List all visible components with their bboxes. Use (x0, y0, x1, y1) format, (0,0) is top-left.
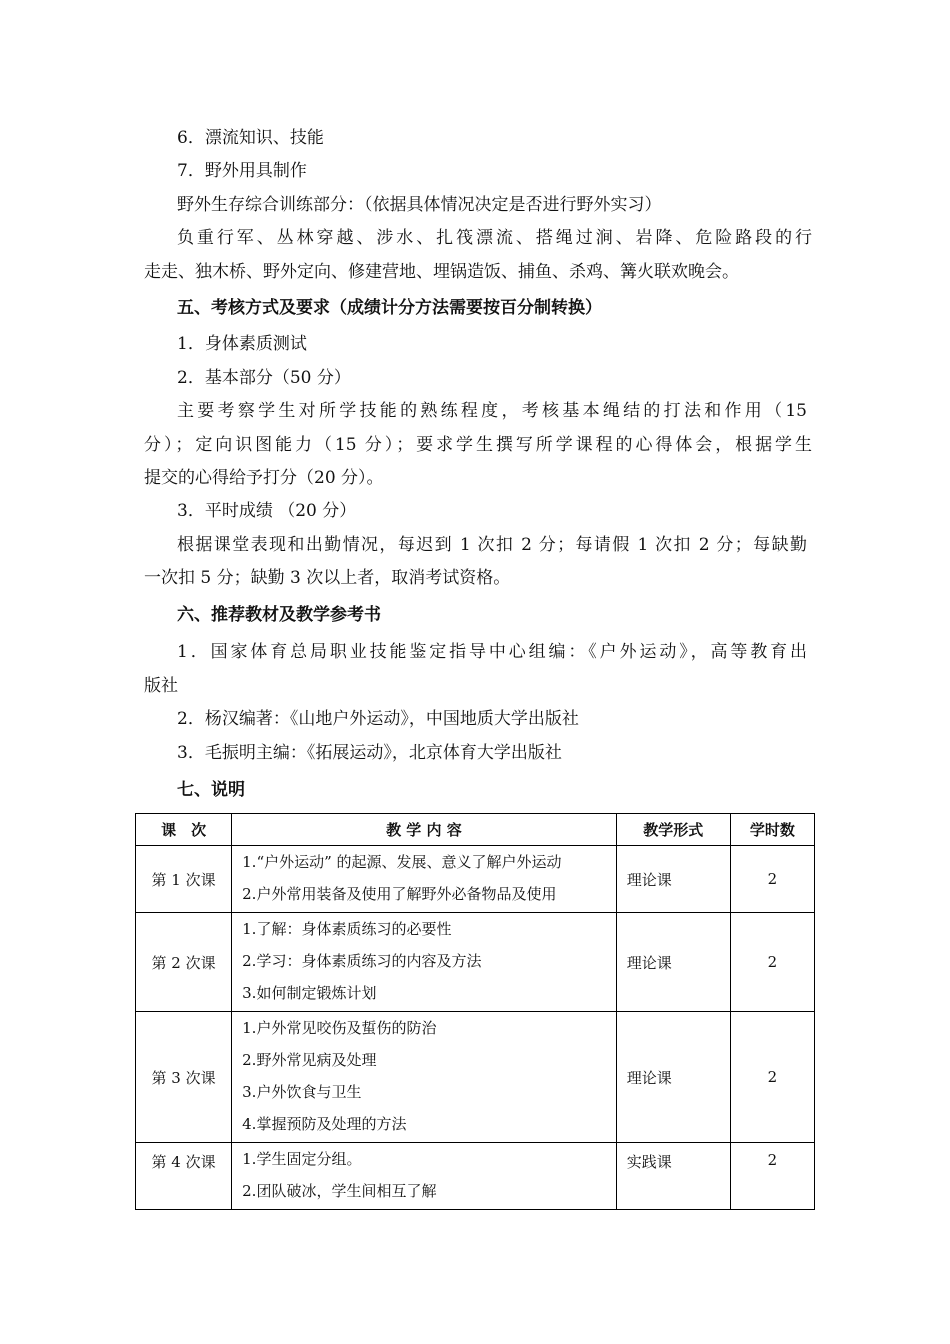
paragraph-line: 一次扣 5 分；缺勤 3 次以上者，取消考试资格。 (144, 568, 511, 588)
paragraph-line: 野外生存综合训练部分：（依据具体情况决定是否进行野外实习） (177, 195, 662, 215)
list-item: 6．漂流知识、技能 (177, 128, 324, 148)
content-cell (232, 1012, 617, 1143)
paragraph-line: 主要考察学生对所学技能的熟练程度，考核基本绳结的打法和作用（15 (177, 401, 807, 421)
hours-cell: 2 (730, 846, 814, 913)
session-cell: 第 3 次课 (136, 1012, 232, 1143)
session-cell: 第 1 次课 (136, 846, 232, 913)
form-cell: 理论课 (616, 846, 730, 913)
list-item: 3．毛振明主编：《拓展运动》，北京体育大学出版社 (177, 743, 562, 763)
content-line: 1.“户外运动” 的起源、发展、意义了解户外运动 (242, 853, 562, 871)
list-item: 1．国家体育总局职业技能鉴定指导中心组编：《户外运动》，高等教育出 (177, 642, 807, 662)
session-cell: 第 2 次课 (136, 913, 232, 1012)
column-header: 学时数 (730, 814, 814, 846)
content-cell (232, 846, 617, 913)
column-header: 教学形式 (616, 814, 730, 846)
content-cell (232, 1143, 617, 1210)
hours-cell: 2 (730, 913, 814, 1012)
table-row (136, 1012, 815, 1143)
session-cell: 第 4 次课 (136, 1143, 232, 1210)
content-line: 2.学习：身体素质练习的内容及方法 (242, 952, 482, 970)
paragraph-line: 负重行军、丛林穿越、涉水、扎筏漂流、搭绳过涧、岩降、危险路段的行 (177, 228, 812, 248)
section-heading: 六、推荐教材及教学参考书 (177, 605, 381, 625)
content-line: 1.了解：身体素质练习的必要性 (242, 920, 452, 938)
content-line: 3.如何制定锻炼计划 (242, 984, 377, 1002)
content-cell (232, 913, 617, 1012)
list-item: 2．基本部分（50 分） (177, 368, 351, 388)
content-line: 2.团队破冰，学生间相互了解 (242, 1182, 437, 1200)
form-cell: 理论课 (616, 1012, 730, 1143)
hours-cell: 2 (730, 1143, 814, 1210)
content-line: 4.掌握预防及处理的方法 (242, 1115, 407, 1133)
list-item: 2．杨汉编著：《山地户外运动》，中国地质大学出版社 (177, 709, 579, 729)
table-row (136, 913, 815, 1012)
table-row (136, 846, 815, 913)
table-row (136, 1143, 815, 1210)
section-heading: 七、说明 (177, 780, 245, 800)
column-header: 课 次 (136, 814, 232, 846)
section-heading: 五、考核方式及要求（成绩计分方法需要按百分制转换） (177, 298, 602, 318)
list-item: 1．身体素质测试 (177, 334, 307, 354)
content-line: 2.野外常见病及处理 (242, 1051, 377, 1069)
hours-cell: 2 (730, 1012, 814, 1143)
course-schedule-table (135, 813, 815, 1210)
content-line: 3.户外饮食与卫生 (242, 1083, 362, 1101)
list-item: 3．平时成绩 （20 分） (177, 501, 357, 521)
paragraph-line: 走走、独木桥、野外定向、修建营地、埋锅造饭、捕鱼、杀鸡、篝火联欢晚会。 (144, 262, 739, 282)
paragraph-line: 提交的心得给予打分（20 分）。 (144, 468, 384, 488)
content-line: 2.户外常用装备及使用了解野外必备物品及使用 (242, 885, 557, 903)
list-item: 7．野外用具制作 (177, 161, 307, 181)
paragraph-line: 分）；定向识图能力（15 分）；要求学生撰写所学课程的心得体会，根据学生 (144, 435, 812, 455)
form-cell: 理论课 (616, 913, 730, 1012)
column-header: 教 学 内 容 (232, 814, 617, 846)
content-line: 1.户外常见咬伤及蜇伤的防治 (242, 1019, 437, 1037)
content-line: 1.学生固定分组。 (242, 1150, 362, 1168)
form-cell: 实践课 (616, 1143, 730, 1210)
paragraph-line: 根据课堂表现和出勤情况，每迟到 1 次扣 2 分；每请假 1 次扣 2 分；每缺勤 (177, 535, 807, 555)
table-header-row (136, 814, 815, 846)
paragraph-line: 版社 (144, 676, 178, 696)
